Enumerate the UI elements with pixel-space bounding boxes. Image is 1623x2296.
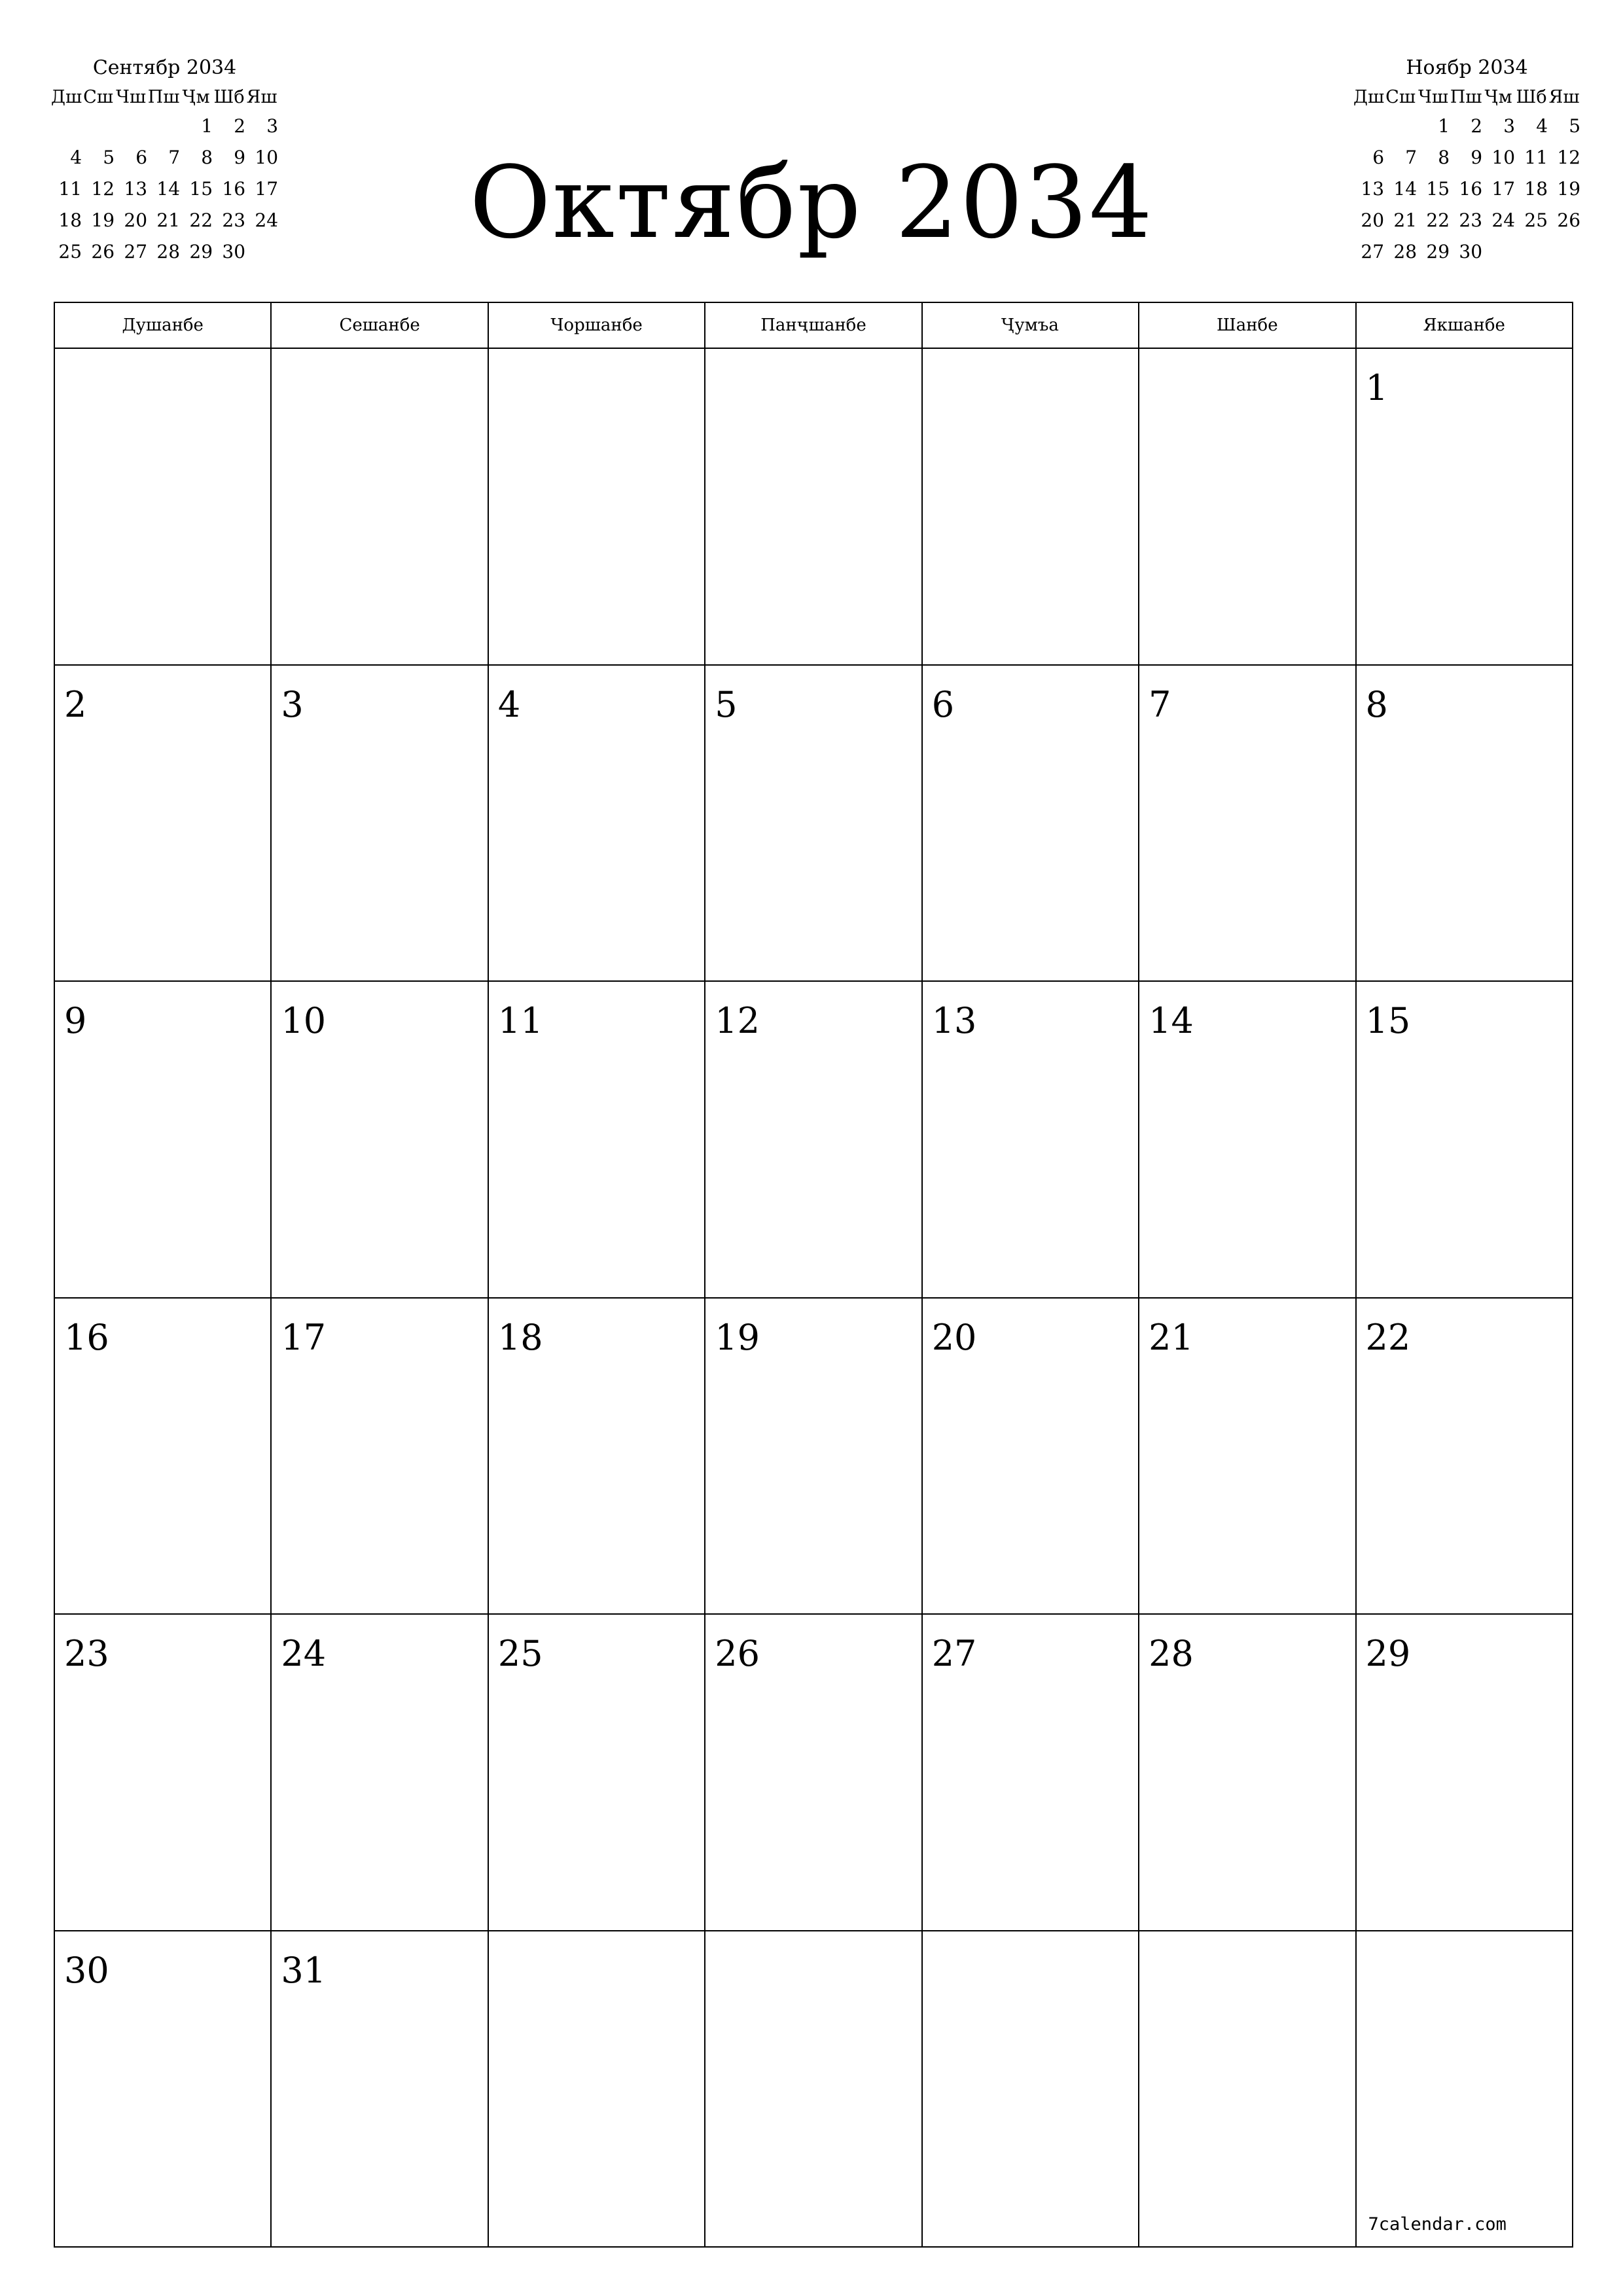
- day-cell: [1139, 665, 1355, 982]
- next-weekday: Шб: [1516, 86, 1547, 107]
- next-day: 21: [1393, 209, 1418, 231]
- day-cell: [1356, 665, 1573, 982]
- prev-day: 22: [189, 209, 213, 231]
- next-weekday: Чш: [1418, 86, 1449, 107]
- day-number: 23: [64, 1633, 109, 1674]
- prev-day: 23: [222, 209, 246, 231]
- prev-month-week: [51, 236, 278, 267]
- day-number: [705, 349, 921, 368]
- day-number: 4: [497, 683, 521, 725]
- weekday-header: Якшанбе: [1356, 302, 1573, 348]
- day-number: 21: [1149, 1316, 1194, 1358]
- prev-day: 14: [156, 177, 181, 200]
- day-cell: [1139, 1931, 1355, 2248]
- next-day: 28: [1393, 240, 1418, 262]
- day-cell: [271, 1931, 488, 2248]
- weekday-header: Ҷумъа: [922, 302, 1139, 348]
- prev-day: 9: [234, 146, 246, 168]
- day-cell: [922, 981, 1139, 1298]
- next-day: 27: [1361, 240, 1385, 262]
- day-number: 11: [497, 1000, 543, 1041]
- day-number: 22: [1365, 1316, 1411, 1358]
- prev-month-week: [51, 110, 278, 141]
- next-day: 1: [1438, 115, 1450, 137]
- week-row: [54, 348, 1573, 665]
- day-cell: [922, 1298, 1139, 1615]
- next-day: 23: [1459, 209, 1483, 231]
- day-cell: [1139, 1298, 1355, 1615]
- day-number: 8: [1365, 683, 1388, 725]
- prev-day: 20: [124, 209, 148, 231]
- next-day: 25: [1524, 209, 1548, 231]
- month-title: Октябр 2034: [469, 145, 1154, 260]
- prev-day: 13: [124, 177, 148, 200]
- prev-day: [115, 110, 147, 141]
- next-day: 13: [1361, 177, 1385, 200]
- day-number: [1357, 1931, 1572, 1951]
- prev-month-weekday-row: [51, 84, 278, 110]
- next-day: [1515, 236, 1548, 267]
- next-day: 2: [1471, 115, 1483, 137]
- day-cell: [488, 1614, 705, 1931]
- prev-weekday: Пш: [147, 86, 180, 107]
- weekday-header: Панҷшанбе: [705, 302, 921, 348]
- day-number: 27: [931, 1633, 977, 1674]
- next-day: [1353, 110, 1384, 141]
- day-number: 26: [715, 1633, 760, 1674]
- day-number: 20: [931, 1316, 977, 1358]
- prev-weekday: Яш: [246, 86, 277, 107]
- prev-day: 29: [189, 240, 213, 262]
- prev-month-week: [51, 141, 278, 173]
- prev-day: 25: [58, 240, 82, 262]
- day-number: [1139, 1931, 1355, 1951]
- prev-day: 19: [91, 209, 115, 231]
- next-day: 7: [1405, 146, 1418, 168]
- month-grid: [54, 302, 1573, 2248]
- day-number: 3: [281, 683, 304, 725]
- day-cell: [705, 665, 921, 982]
- next-weekday: Пш: [1450, 86, 1482, 107]
- day-cell: [488, 1298, 705, 1615]
- prev-day: 10: [255, 146, 279, 168]
- day-number: 25: [497, 1633, 543, 1674]
- prev-month-mini-calendar: [51, 54, 278, 267]
- prev-weekday: Дш: [51, 86, 82, 107]
- prev-day: 15: [189, 177, 213, 200]
- day-number: 14: [1149, 1000, 1194, 1041]
- week-row: [54, 1931, 1573, 2248]
- next-month-mini-calendar: [1353, 54, 1580, 267]
- day-cell: [271, 1298, 488, 1615]
- next-month-week: [1353, 204, 1580, 236]
- day-cell: [922, 348, 1139, 665]
- week-row: [54, 981, 1573, 1298]
- day-number: 15: [1365, 1000, 1411, 1041]
- day-number: [489, 1931, 704, 1951]
- prev-day: 3: [266, 115, 279, 137]
- next-day: 18: [1524, 177, 1548, 200]
- day-number: 19: [715, 1316, 760, 1358]
- prev-month-title: Сентябр 2034: [92, 56, 237, 79]
- next-day: 17: [1491, 177, 1516, 200]
- prev-month-table: [51, 84, 278, 267]
- day-number: 2: [64, 683, 87, 725]
- prev-month-week: [51, 204, 278, 236]
- day-cell: [271, 665, 488, 982]
- prev-day: [245, 236, 278, 267]
- day-number: [272, 349, 487, 368]
- prev-weekday: Чш: [116, 86, 147, 107]
- next-day: 12: [1557, 146, 1581, 168]
- footer-brand: 7calendar.com: [1368, 2214, 1507, 2234]
- prev-day: [82, 110, 115, 141]
- prev-day: 11: [58, 177, 82, 200]
- day-cell: [705, 1614, 921, 1931]
- day-cell: [54, 981, 271, 1298]
- prev-day: 2: [234, 115, 246, 137]
- week-row: [54, 665, 1573, 982]
- prev-day: 21: [156, 209, 181, 231]
- next-day: 11: [1524, 146, 1548, 168]
- next-day: [1548, 236, 1580, 267]
- next-month-week: [1353, 110, 1580, 141]
- next-month-week: [1353, 141, 1580, 173]
- prev-day: 5: [103, 146, 115, 168]
- next-day: [1482, 236, 1515, 267]
- weekday-header: Шанбе: [1139, 302, 1355, 348]
- prev-day: 6: [135, 146, 148, 168]
- day-cell: [488, 1931, 705, 2248]
- prev-day: 27: [124, 240, 148, 262]
- next-day: 19: [1557, 177, 1581, 200]
- prev-day: [51, 110, 82, 141]
- prev-weekday: Ҷм: [183, 86, 210, 107]
- next-month-weekday-row: [1353, 84, 1580, 110]
- next-day: 24: [1491, 209, 1516, 231]
- prev-day: 28: [156, 240, 181, 262]
- day-cell: [1139, 981, 1355, 1298]
- day-number: 6: [931, 683, 955, 725]
- day-number: 16: [64, 1316, 109, 1358]
- prev-day: 18: [58, 209, 82, 231]
- weekday-header-row: [54, 302, 1573, 348]
- day-cell: [922, 1614, 1139, 1931]
- day-number: 28: [1149, 1633, 1194, 1674]
- next-day: 9: [1471, 146, 1483, 168]
- prev-day: 26: [91, 240, 115, 262]
- day-cell: [271, 1614, 488, 1931]
- next-weekday: Сш: [1385, 86, 1416, 107]
- day-cell: [271, 348, 488, 665]
- prev-day: 24: [255, 209, 279, 231]
- prev-day: 30: [222, 240, 246, 262]
- day-cell: [488, 665, 705, 982]
- next-month-week: [1353, 173, 1580, 204]
- day-number: 24: [281, 1633, 327, 1674]
- prev-day: 7: [168, 146, 181, 168]
- day-cell: [54, 348, 271, 665]
- day-cell: [54, 1931, 271, 2248]
- week-row: [54, 1298, 1573, 1615]
- next-day: 30: [1459, 240, 1483, 262]
- prev-weekday: Шб: [213, 86, 245, 107]
- day-number: 13: [931, 1000, 977, 1041]
- day-cell: [1356, 981, 1573, 1298]
- day-cell: [54, 1614, 271, 1931]
- next-day: 22: [1426, 209, 1450, 231]
- next-month-title: Ноябр 2034: [1406, 56, 1528, 79]
- day-cell: [1356, 1298, 1573, 1615]
- day-cell: [271, 981, 488, 1298]
- next-day: 26: [1557, 209, 1581, 231]
- next-day: [1384, 110, 1417, 141]
- weekday-header: Душанбе: [54, 302, 271, 348]
- prev-day: 8: [201, 146, 213, 168]
- day-number: 5: [715, 683, 738, 725]
- day-cell: [1139, 348, 1355, 665]
- day-cell: [705, 1931, 921, 2248]
- next-day: 16: [1459, 177, 1483, 200]
- next-day: 8: [1438, 146, 1450, 168]
- prev-day: 12: [91, 177, 115, 200]
- next-day: 14: [1393, 177, 1418, 200]
- weekday-header: Чоршанбе: [488, 302, 705, 348]
- next-month-table: [1353, 84, 1580, 267]
- next-day: 10: [1491, 146, 1516, 168]
- day-cell: [1139, 1614, 1355, 1931]
- next-month-week: [1353, 236, 1580, 267]
- day-number: 17: [281, 1316, 327, 1358]
- day-number: 1: [1365, 367, 1388, 408]
- day-number: 29: [1365, 1633, 1411, 1674]
- prev-day: 4: [70, 146, 82, 168]
- day-number: [1139, 349, 1355, 368]
- day-number: 31: [281, 1949, 327, 1991]
- day-number: [55, 349, 270, 368]
- prev-day: 17: [255, 177, 279, 200]
- next-day: 5: [1569, 115, 1581, 137]
- next-day: 3: [1503, 115, 1516, 137]
- prev-day: 16: [222, 177, 246, 200]
- day-cell: [705, 981, 921, 1298]
- day-cell: [922, 665, 1139, 982]
- next-weekday: Дш: [1353, 86, 1385, 107]
- next-weekday: Ҷм: [1485, 86, 1512, 107]
- day-number: 30: [64, 1949, 109, 1991]
- day-cell: [488, 981, 705, 1298]
- day-number: 18: [497, 1316, 543, 1358]
- day-cell: [54, 665, 271, 982]
- next-weekday: Яш: [1548, 86, 1580, 107]
- next-day: 29: [1426, 240, 1450, 262]
- day-number: 7: [1149, 683, 1171, 725]
- next-day: 15: [1426, 177, 1450, 200]
- next-day: 6: [1372, 146, 1385, 168]
- day-number: [489, 349, 704, 368]
- day-cell: [488, 348, 705, 665]
- day-cell: [1356, 1931, 1573, 2248]
- day-number: [923, 349, 1138, 368]
- day-cell: [54, 1298, 271, 1615]
- next-day: 4: [1536, 115, 1548, 137]
- day-cell: [705, 348, 921, 665]
- day-number: 9: [64, 1000, 87, 1041]
- prev-day: [147, 110, 180, 141]
- day-cell: [1356, 1614, 1573, 1931]
- day-number: [705, 1931, 921, 1951]
- day-number: 10: [281, 1000, 327, 1041]
- day-cell: [922, 1931, 1139, 2248]
- day-number: 12: [715, 1000, 760, 1041]
- prev-day: 1: [201, 115, 213, 137]
- day-cell: [705, 1298, 921, 1615]
- next-day: 20: [1361, 209, 1385, 231]
- week-row: [54, 1614, 1573, 1931]
- day-cell: [1356, 348, 1573, 665]
- weekday-header: Сешанбе: [271, 302, 488, 348]
- day-number: [923, 1931, 1138, 1951]
- prev-weekday: Сш: [83, 86, 113, 107]
- prev-month-week: [51, 173, 278, 204]
